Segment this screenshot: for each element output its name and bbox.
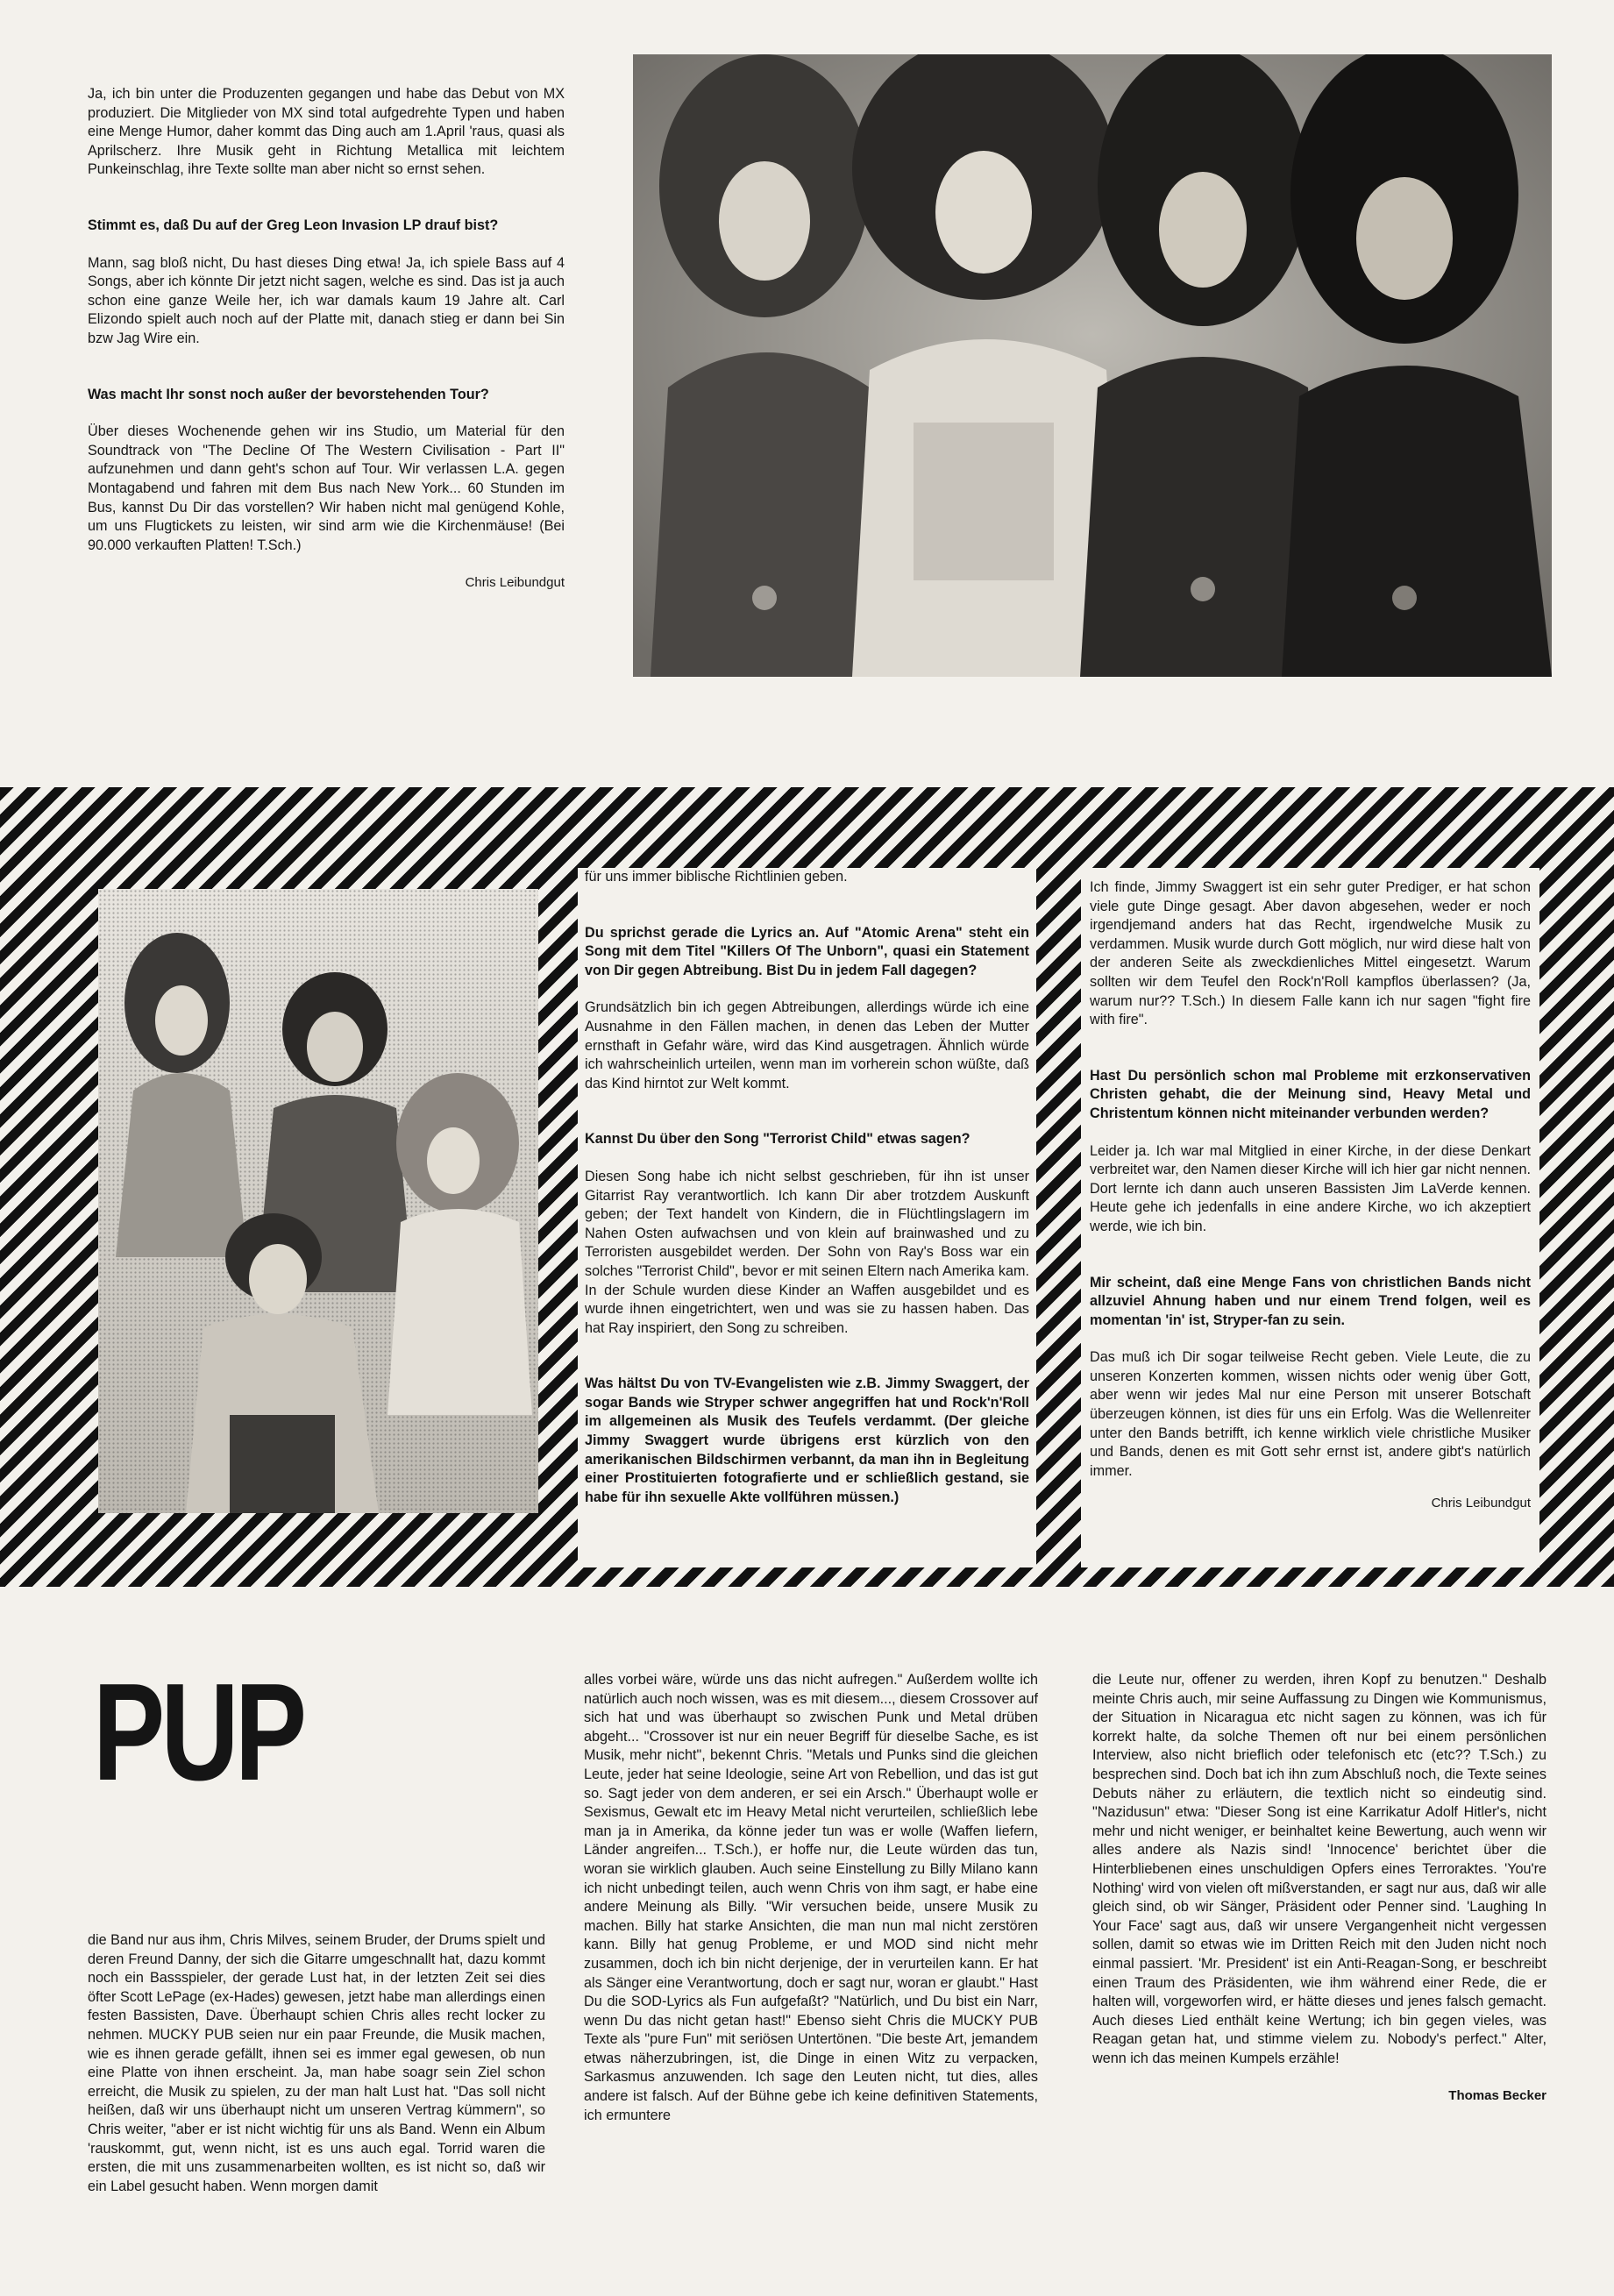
top-question-1: Stimmt es, daß Du auf der Greg Leon Invasion LP drauf bist? [88,217,499,233]
middle2-para-1: Ich finde, Jimmy Swaggert ist ein sehr guter Prediger, er hat schon viele gute Dinge gesagt. Aber davon abgesehen, weder er noch irgendjemand anders hat das Recht, irgendwelche Musik zu verdammen. Musik wurde durch Gott möglich, nur wird diese halt von der anderen Seite als zweckdienliches Mittel eingesetzt. Warum sollten wir dem Teufel den Rock'n'Roll kampflos überlassen? (Ja, warum nur?? T.Sch.) In diesem Falle kann ich nur sagen "fight fire with fire". [1090,879,1531,1028]
middle-credit: Chris Leibundgut [1431,1496,1531,1511]
top-credit: Chris Leibundgut [465,575,565,591]
middle2-question-1: Hast Du persönlich schon mal Probleme mit erzkonservativen Christen gehabt, die der Meinung sind, Heavy Metal und Christentum können nicht miteinander verbunden werden? [1090,1067,1531,1121]
top-article-column [88,85,565,593]
middle2-para-3: Das muß ich Dir sogar teilweise Recht geben. Viele Leute, die zu unseren Konzerten kommen, wissen nichts oder wenig über Gott, aber wenn wir jedes Mal nur eine Person mit unserer Botschaft überzeugen können, ist dies für uns ein Erfolg. Was die Wellenreiter unter den Bands betrifft, ich kenne wirklich viele christliche Musiker und Bands, denen es mit Gott sehr ernst ist, andere gibt's natürlich immer. [1090,1349,1531,1479]
bottom3-para-1: die Leute nur, offener zu werden, ihren Kopf zu benutzen." Deshalb meinte Chris auch, mir seine Auffassung zu Dingen wie Kommunismus, der Situation in Nicaragua etc nicht sagen zu können, was ich für korrekt halte, da solche Themen oft nur bei einem persönlichen Interview, also nicht brieflich oder telefonisch etc (etc?? T.Sch.) zu besprechen sind. Doch bat ich ihn zum Abschluß noch, die Texte seines Debuts näher zu erläutern, die textlich nicht so eindeutig sind. "Nazidusun" etwa: "Dieser Song ist eine Karrikatur Adolf Hitler's, nicht mehr und nicht weniger, er beinhaltet keine Bewertung, auch wenn wir alles andere als Nazis sind! 'Innocence' berichtet über die Hinterbliebenen eines unschuldigen Opfers eines Terroraktes. 'You're Nothing' wird von vielen oft mißverstanden, er sagt nur aus, daß wir alle gleich sind, ob wir Sänger, Präsident oder Penner sind. 'Laughing In Your Face' sagt aus, daß wir unsere Vergangenheit nicht vergessen sollen, damit so etwas wie im Dritten Reich mit den Juden nicht noch einmal passiert. 'Mr. President' ist ein Anti-Reagan-Song, er beschreibt einen Traum des Präsidenten, wie ihm während einer Rede, die er halten will, vorgeworfen wird, er hätte dieses und jenes falsch gemacht. Auch dieses Lied enthält keine Wertung; ich bin gegen vieles, was Reagan getan hat, und stimme vielem zu. Nobody's perfect." Alter, wenn ich das meinen Kumpels erzähle! [1092,1672,1546,2066]
bottom-article-column-3 [1092,1671,1546,2106]
middle-article-column-1 [578,868,1036,1567]
top-question-2: Was macht Ihr sonst noch außer der bevorstehenden Tour? [88,386,489,402]
band-photo-middle [98,889,538,1513]
middle1-question-1: Du sprichst gerade die Lyrics an. Auf "Atomic Arena" steht ein Song mit dem Titel "Killers Of The Unborn", quasi ein Statement von Dir gegen Abtreibung. Bist Du in jedem Fall dagegen? [585,924,1029,978]
pup-heading: PUP [93,1655,303,1809]
bottom-article-column-2 [584,1671,1038,2143]
middle1-para-1: für uns immer biblische Richtlinien geben. [585,869,848,885]
middle2-question-2: Mir scheint, daß eine Menge Fans von christlichen Bands nicht allzuviel Ahnung haben und nur einem Trend folgen, weil es momentan 'in' ist, Stryper-fan zu sein. [1090,1274,1531,1328]
bottom-article-column-1 [88,1931,545,2214]
bottom1-para-1: die Band nur aus ihm, Chris Milves, seinem Bruder, der Drums spielt und deren Freund Danny, der sich die Gitarre umgeschnallt hat, dazu kommt noch ein Bassspieler, der gerade Lust hat, in der letzten Zeit sei dies öfter Scott LePage (ex-Hades) gewesen, jetzt habe man allerdings einen festen Bassisten, Dave. Überhaupt schien Chris alles recht locker zu nehmen. MUCKY PUB seien nur ein paar Freunde, die Musik machen, wie es ihnen gerade gefällt, ihnen sei es immer egal gewesen, ob nun eine Platte von ihnen erscheint. Ja, man habe soagr sein Ziel schon erreicht, die Musik zu spielen, zu der man halt Lust hat. "Das soll nicht heißen, daß wir uns überhaupt nicht um unseren Vertrag kümmern", so Chris weiter, "aber er ist nicht wichtig für uns als Band. Wenn ein Album 'rauskommt, gut, wenn nicht, ist es uns auch egal. Torrid waren die ersten, die mit uns zusammenarbeiten wollten, es ist nicht so, daß wir ein Label gesucht haben. Wenn morgen damit [88,1932,545,2194]
bottom-credit: Thomas Becker [1448,2088,1546,2104]
middle1-para-3: Diesen Song habe ich nicht selbst geschrieben, für ihn ist unser Gitarrist Ray verantwortlich. Ich kann Dir aber trotzdem Auskunft geben; der Text handelt von Kindern, die in Flüchtlingslagern im Nahen Osten aufwachsen und von klein auf brainwashed und zu Terroristen ausgebildet werden. Der Sohn von Ray's Boss war ein solches "Terrorist Child", bevor er mit seinen Eltern nach Amerika kam. In der Schule wurden diese Kinder an Waffen ausgebildet und es wurde ihnen eingetrichtert, wen und was sie zu hassen haben. Das hat Ray inspiriert, den Song zu schreiben. [585,1168,1029,1336]
middle1-question-3: Was hältst Du von TV-Evangelisten wie z.B. Jimmy Swaggert, der sogar Bands wie Stryper schwer angegriffen hat und Rock'n'Roll im allgemeinen als Musik des Teufels verdammt. (Der gleiche Jimmy Swaggert wurde übrigens erst kürzlich von den amerikanischen Bildschirmen verbannt, da man ihn in Begleitung einer Prostituierten fotografierte und er schließlich gestand, sie habe für ihn sexuelle Akte vollführen müssen.) [585,1375,1029,1505]
middle2-para-2: Leider ja. Ich war mal Mitglied in einer Kirche, in der diese Denkart verbreitet war, den Namen dieser Kirche will ich hier gar nicht nennen. Dort lernte ich dann auch unseren Bassisten Jim LaVerde kennen. Heute gehe ich jedenfalls in eine andere Kirche, wo ich akzeptiert werde, wie ich bin. [1090,1142,1531,1234]
middle1-para-2: Grundsätzlich bin ich gegen Abtreibungen, allerdings würde ich eine Ausnahme in den Fällen machen, in denen das Leben der Mutter ernsthaft in Gefahr wäre, wird das Kind ausgetragen. Ähnlich würde ich wahrscheinlich urteilen, wenn man im vorherein schon wüßte, daß das Kind hirntot zur Welt kommt. [585,999,1029,1091]
top-para-3: Über dieses Wochenende gehen wir ins Studio, um Material für den Soundtrack von "The Decline Of The Western Civilisation - Part II" aufzunehmen und dann geht's schon auf Tour. Wir verlassen L.A. gegen Montagabend und fahren mit dem Bus nach New York... 60 Stunden im Bus, kannst Du Dir das vorstellen? Wir haben nicht mal genügend Kohle, um uns Flugtickets zu leisten, wir sind arm wie die Kirchenmäuse! (Bei 90.000 verkauften Platten! T.Sch.) [88,423,565,553]
middle1-question-2: Kannst Du über den Song "Terrorist Child" etwas sagen? [585,1131,971,1148]
top-para-1: Ja, ich bin unter die Produzenten gegangen und habe das Debut von MX produziert. Die Mitglieder von MX sind total aufgedrehte Typen und haben eine Menge Humor, daher kommt das Ding auch am 1.April 'raus, quasi als Aprilscherz. Ihre Musik geht in Richtung Metallica mit leichtem Punkeinschlag, ihre Texte sollte man aber nicht so ernst sehen. [88,86,565,178]
top-para-2: Mann, sag bloß nicht, Du hast dieses Ding etwa! Ja, ich spiele Bass auf 4 Songs, aber ich könnte Dir jetzt nicht sagen, welche es sind. Das ist ja auch schon eine ganze Weile her, ich war damals kaum 19 Jahre alt. Carl Elizondo spielt auch noch auf der Platte mit, danach stieg er dann bei Sin bzw Jag Wire ein. [88,254,565,346]
bottom2-para-1: alles vorbei wäre, würde uns das nicht aufregen." Außerdem wollte ich natürlich auch noch wissen, was es mit diesem..., diesem Crossover auf sich hat und was überhaupt so zwischen Punk und Metal drüben abgeht... "Crossover ist nur ein neuer Begriff für dieselbe Sache, es ist Musik, mehr nicht", bekennt Chris. "Metals und Punks sind die gleichen Leute, jeder hat seine Ideologie, seine Art von Rebellion, und das ist gut so. Sagt jeder von dem anderen, er sei ein Arsch." Überhaupt wolle er Sexismus, Gewalt etc im Heavy Metal nicht verurteilen, schließlich lebe man ja in Amerika, da könne jeder tun was er wolle (Waffen liefern, Länder angreifen... T.Sch.), er hoffe nur, die Leute würden das tun, woran sie wirklich glauben. Auch seine Einstellung zu Billy Milano kann ich nicht unbedingt teilen, auch wenn Chris von ihm sagt, er habe eine andere Meinung als Billy. "Wir versuchen beide, unsere Musik zu machen. Billy hat starke Ansichten, die man nun mal nicht zerstören kann. Billy hat genug Probleme, er und MOD sind nicht mehr zusammen, doch ich bin nicht derjenige, der in verurteilen kann. Er hat als Sänger eine Verantwortung, doch er sagt nur, woran er glaubt." Hast Du die SOD-Lyrics als Fun aufgefaßt? "Natürlich, und Du bist ein Narr, wenn Du das nicht getan hast!" Ebenso sieht Chris die MUCKY PUB Texte als "pure Fun" mit seriösen Untertönen. "Die beste Art, jemandem etwas näherzubringen, ist, die Dinge in einen Witz zu verpacken, Sarkasmus anzuwenden. Ich sage den Leuten nicht, tut dies, alles andere ist falsch. Auf der Bühne gebe ich keine definitiven Statements, ich ermuntere [584,1672,1038,2123]
middle-article-column-2 [1081,868,1539,1567]
band-photo-top [633,54,1552,677]
